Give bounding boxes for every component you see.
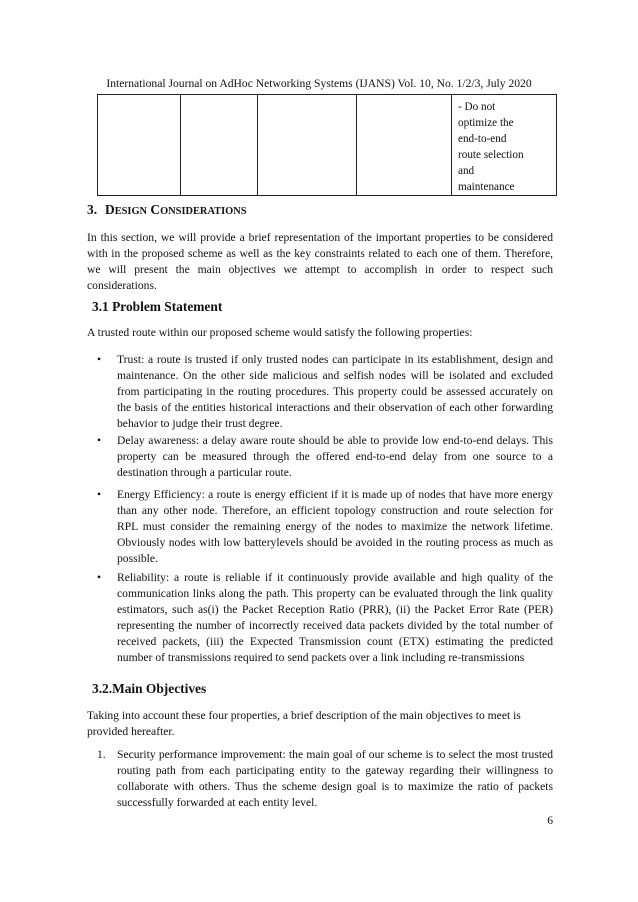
objective-text-security: Security performance improvement: the main goal of our scheme is to select the most trusted routing path from each participating entity to the gateway regarding their willingness to collaborate with others. Thus the scheme design goal is to maximize the ratio of packets successfully forwarded at each entity level. (117, 748, 553, 809)
section-3-title-initial-d: D (105, 202, 115, 217)
section-3-number: 3. (87, 202, 98, 217)
cell-line: end-to-end (458, 133, 507, 145)
section-3-heading (87, 201, 247, 221)
objective-number: 1. (97, 748, 106, 761)
section-3-intro: In this section, we will provide a brief representation of the important properties to be considered with in the proposed scheme as well as the key constraints related to each one of them. Therefore, we will present the main objectives we attempt to accomplish in order to respect such considerations. (87, 231, 553, 292)
list-item (97, 487, 553, 567)
bullet-marker: • (97, 434, 102, 447)
property-list (97, 352, 553, 432)
bullet-text-energy: Energy Efficiency: a route is energy efficient if it is made up of nodes that have more energy than any other node. Therefore, an efficient topology construction and route selection for RPL must consider the remaining energy of the nodes to maximize the network lifetime. Obviously nodes with low batterylevels should be avoided in the routing process as much as possible. (117, 488, 553, 565)
table-cell-empty-1 (98, 95, 181, 196)
page-number: 6 (547, 814, 553, 827)
cell-line: and (458, 165, 475, 177)
bullet-marker: • (97, 353, 102, 366)
property-list-3 (97, 487, 553, 567)
section-3-title-rest-onsiderations: ONSIDERATIONS (160, 206, 247, 217)
bullet-text-reliability: Reliability: a route is reliable if it continuously provide available and high quality of the communication links along the path. This property can be evaluated through the link quality estimators, such as(i) the Packet Reception Ratio (PRR), (ii) the Packet Error Rate (PER) representing the number of incorrectly received data packets divided by the total number of received packets, (iii) the Expected Transmission count (ETX) estimating the predicted number of transmissions required to send packets over a link including re-transmissions (117, 571, 553, 664)
cell-line: - Do not (458, 101, 496, 113)
cell-line: maintenance (458, 181, 515, 193)
list-item (97, 352, 553, 432)
section-3-1-heading: 3.1 Problem Statement (92, 299, 223, 314)
cell-line: optimize the (458, 117, 514, 129)
bullet-marker: • (97, 571, 102, 584)
table-cell-empty-2 (181, 95, 258, 196)
table-cell-empty-3 (258, 95, 357, 196)
property-list-2 (97, 433, 553, 481)
section-3-title-initial-c: C (150, 202, 161, 217)
objectives-list (97, 747, 553, 811)
running-header: International Journal on AdHoc Networking Systems (IJANS) Vol. 10, No. 1/2/3, July 2020 (106, 77, 532, 90)
section-3-2-intro: Taking into account these four properties, a brief description of the main objectives to meet is provided hereafter. (87, 709, 521, 738)
section-3-title-rest-esign: ESIGN (114, 206, 148, 217)
list-item (97, 747, 553, 811)
bullet-text-delay: Delay awareness: a delay aware route should be able to provide low end-to-end delays. This property can be measured through the offered end-to-end delay from one source to a destination through a particular route. (117, 434, 553, 479)
bullet-marker: • (97, 488, 102, 501)
cell-line: route selection (458, 149, 524, 161)
table-fragment (97, 94, 557, 196)
list-item (97, 433, 553, 481)
section-3-1-intro: A trusted route within our proposed scheme would satisfy the following properties: (87, 326, 473, 339)
list-item (97, 570, 553, 666)
bullet-text-trust: Trust: a route is trusted if only trusted nodes can participate in its establishment, design and maintenance. On the other side malicious and selfish nodes will be isolated and excluded from participating in the routing procedures. This property could be assessed accurately on the basis of the entities historical interactions and their observation of each other forwarding behavior to judge their trust degree. (117, 353, 553, 430)
table-row (98, 95, 557, 196)
property-list-4 (97, 570, 553, 666)
table-cell-objectives (452, 95, 557, 196)
table-cell-empty-4 (357, 95, 452, 196)
section-3-2-heading: 3.2.Main Objectives (92, 681, 207, 696)
